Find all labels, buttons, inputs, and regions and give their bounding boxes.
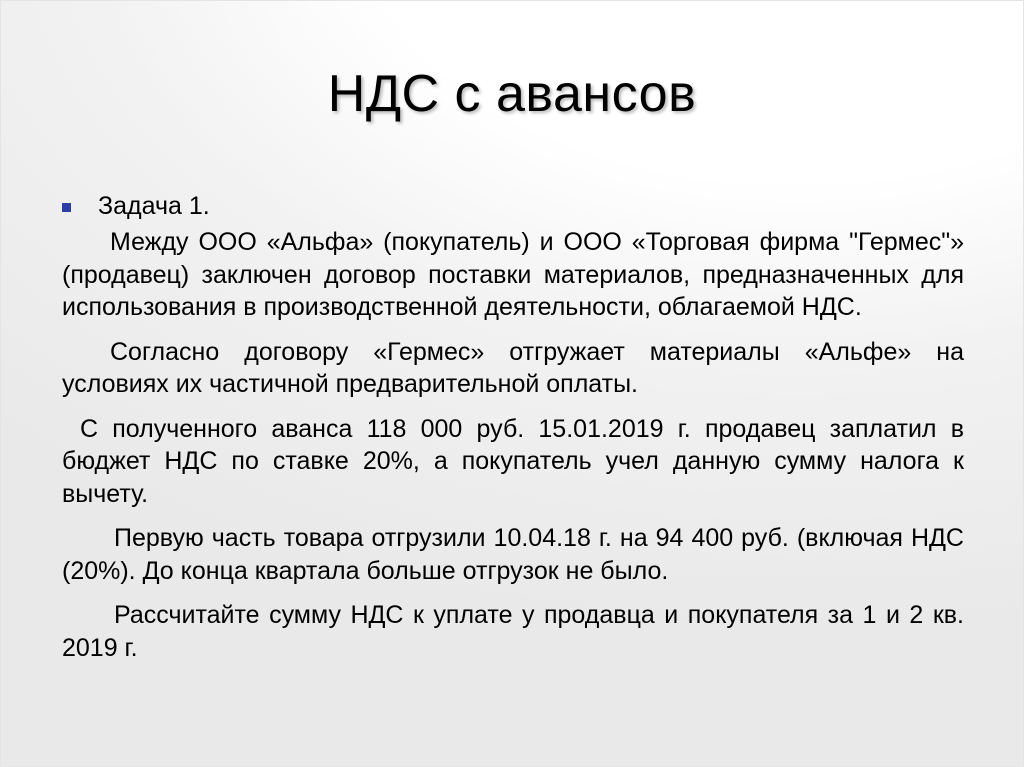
slide-title: НДС с авансов <box>327 65 697 123</box>
bullet-text: Задача 1. <box>98 192 210 220</box>
bullet-item <box>62 188 210 224</box>
paragraph-contract: Между ООО «Альфа» (покупатель) и ООО «Торговая фирма "Гермес"» (продавец) заключен договор поставки материалов, предназначенных для использования в производственной деятельности, облагаемой НДС. <box>62 228 964 321</box>
paragraph-shipment: Первую часть товара отгрузили 10.04.18 г. на 94 400 руб. (включая НДС (20%). До конца квартала больше отгрузок не было. <box>62 524 964 585</box>
square-bullet-icon <box>62 203 71 212</box>
paragraph-agreement: Согласно договору «Гермес» отгружает материалы «Альфе» на условиях их частичной предварительной оплаты. <box>62 337 964 398</box>
paragraph-advance: С полученного аванса 118 000 руб. 15.01.2019 г. продавец заплатил в бюджет НДС по ставке 20%, а покупатель учел данную сумму налога к вычету. <box>62 414 964 508</box>
task-text <box>62 226 964 676</box>
paragraph-question: Рассчитайте сумму НДС к уплате у продавца и покупателя за 1 и 2 кв. 2019 г. <box>62 601 964 662</box>
